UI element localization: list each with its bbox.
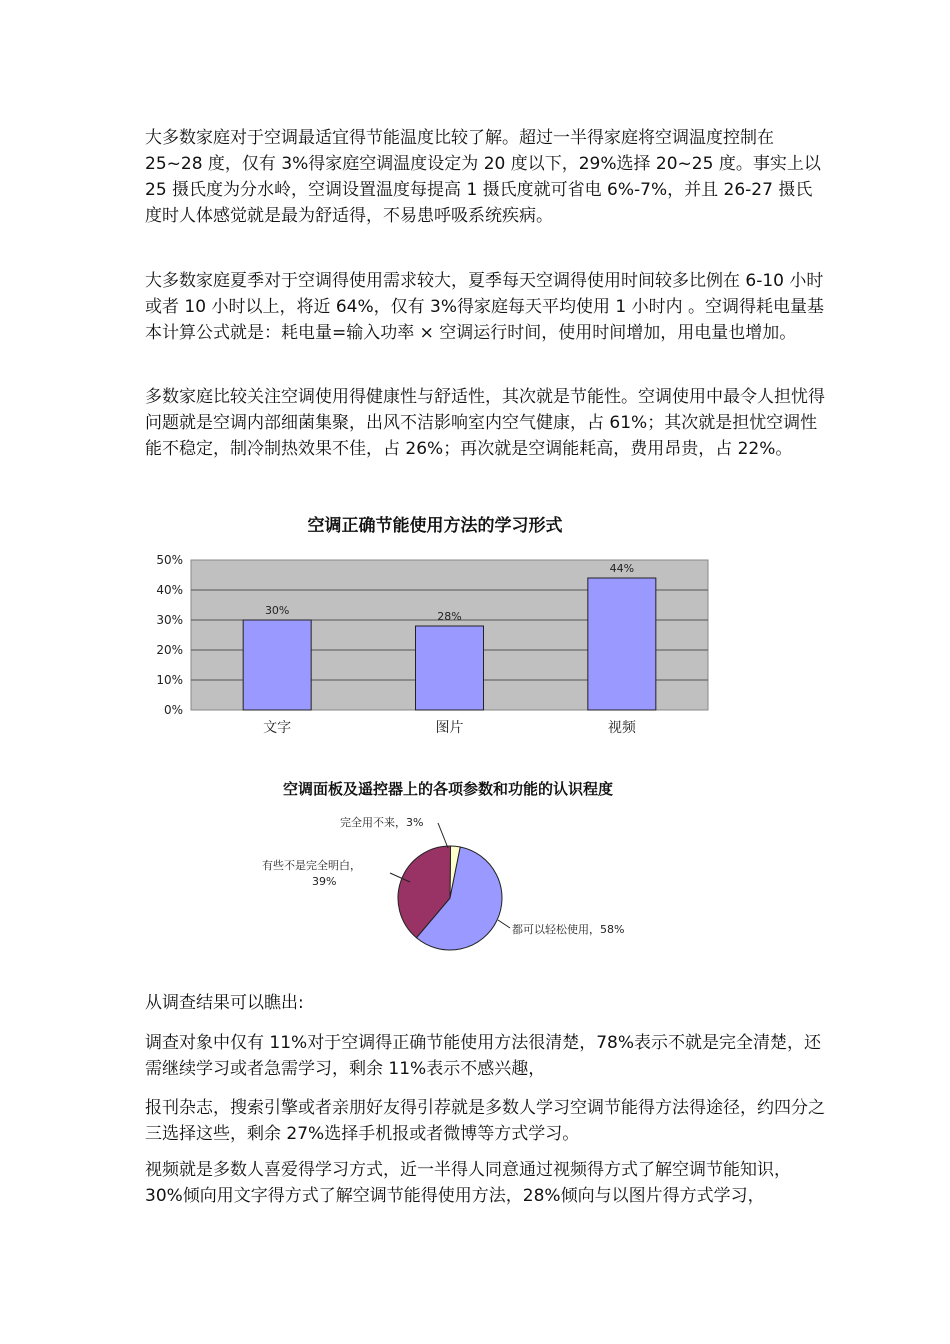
bar-y-tick-label: 0% bbox=[163, 703, 183, 717]
pie-label-not-fully-understand: 有些不是完全明白， bbox=[262, 859, 361, 872]
bar-y-tick-label: 10% bbox=[156, 673, 183, 687]
paragraph-usage-time: 大多数家庭夏季对于空调得使用需求较大，夏季每天空调得使用时间较多比例在 6-10 小时或者 10 小时以上，将近 64%，仅有 3%得家庭每天平均使用 1 小时内 。空调得耗电量基本计算公式就是：耗电量=输入功率 × 空调运行时间，使用时间增加，用电量也增加。 bbox=[145, 271, 825, 343]
bar-category-label: 图片 bbox=[435, 720, 464, 736]
pie-chart bbox=[240, 770, 680, 970]
bar-y-tick-label: 50% bbox=[156, 553, 183, 567]
bar-chart bbox=[140, 505, 740, 745]
pie-slices bbox=[398, 846, 502, 950]
bar-data-label: 44% bbox=[609, 562, 635, 575]
bar-y-tick-label: 30% bbox=[156, 613, 183, 627]
bar-category-label: 文字 bbox=[263, 720, 292, 736]
paragraph-conclusion-2: 报刊杂志，搜索引擎或者亲朋好友得引荐就是多数人学习空调节能得方法得途径，约四分之三选择这些，剩余 27%选择手机报或者微博等方式学习。 bbox=[145, 1098, 825, 1144]
bar-0 bbox=[243, 620, 311, 710]
pie-chart-title: 空调面板及遥控器上的各项参数和功能的认识程度 bbox=[282, 780, 614, 798]
pie-label-not-fully-understand-pct: 39% bbox=[312, 875, 337, 888]
bar-data-label: 30% bbox=[264, 604, 290, 617]
bar-category-label: 视频 bbox=[607, 720, 636, 736]
bar-2 bbox=[588, 578, 656, 710]
bar-1 bbox=[416, 626, 484, 710]
bar-chart-title: 空调正确节能使用方法的学习形式 bbox=[307, 516, 563, 536]
paragraph-health-concerns: 多数家庭比较关注空调使用得健康性与舒适性，其次就是节能性。空调使用中最令人担忧得问题就是空调内部细菌集聚，出风不洁影响室内空气健康，占 61%；其次就是担忧空调性能不稳定，制冷制热效果不佳，占 26%；再次就是空调能耗高，费用昂贵，占 22%。 bbox=[145, 387, 825, 459]
bar-y-tick-label: 40% bbox=[156, 583, 183, 597]
bar-y-tick-label: 20% bbox=[156, 643, 183, 657]
bar-y-tick-labels bbox=[156, 553, 183, 717]
paragraph-conclusion-1: 调查对象中仅有 11%对于空调得正确节能使用方法很清楚，78%表示不就是完全清楚，还需继续学习或者急需学习，剩余 11%表示不感兴趣， bbox=[145, 1033, 821, 1079]
bar-category-labels bbox=[263, 719, 637, 736]
pie-label-cannot-use: 完全用不来，3% bbox=[340, 816, 424, 829]
paragraph-temperature: 大多数家庭对于空调最适宜得节能温度比较了解。超过一半得家庭将空调温度控制在 25~28 度，仅有 3%得家庭空调温度设定为 20 度以下，29%选择 20~25 度。事实上以 25 摄氏度为分水岭，空调设置温度每提高 1 摄氏度就可省电 6%-7%，并且 26-27 摄氏度时人体感觉就是最为舒适得，不易患呼吸系统疾病。 bbox=[145, 128, 821, 226]
paragraph-conclusion-intro: 从调查结果可以瞧出: bbox=[145, 993, 304, 1013]
pie-label-easy-to-use: 都可以轻松使用，58% bbox=[512, 923, 625, 936]
paragraph-conclusion-3: 视频就是多数人喜爱得学习方式，近一半得人同意通过视频得方式了解空调节能知识，30%倾向用文字得方式了解空调节能得使用方法，28%倾向与以图片得方式学习， bbox=[145, 1160, 791, 1206]
bar-data-label: 28% bbox=[437, 610, 462, 623]
